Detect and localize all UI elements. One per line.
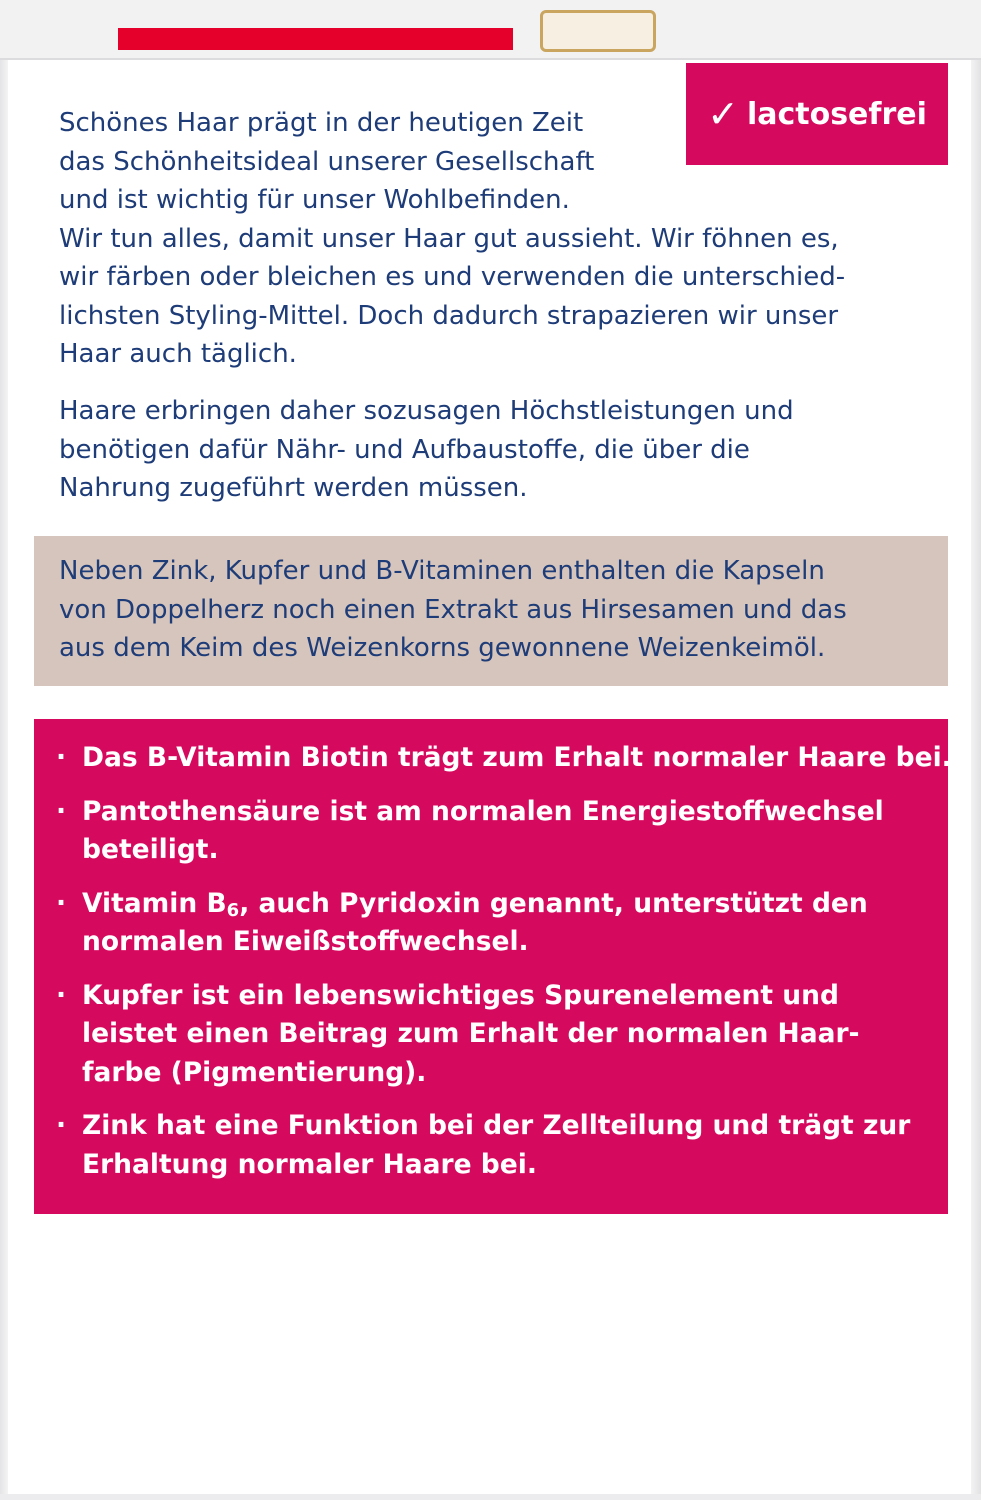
subscript-six: 6 [226,899,240,921]
needs-paragraph [59,392,794,508]
ingredients-line: Neben Zink, Kupfer und B-Vitaminen enthalten die Kapseln [59,556,825,586]
claim-zinc [34,1107,948,1184]
bullet-dot: · [56,887,67,919]
checkmark-icon: ✓ [707,92,739,136]
lactose-free-label: lactosefrei [746,96,927,132]
ingredients-line: aus dem Keim des Weizenkorns gewonnene Weizenkeimöl. [59,633,826,663]
bullet-dot: · [56,742,67,773]
intro-line: und ist wichtig für unser Wohlbefinden. [59,185,570,215]
claim-line: Kupfer ist ein lebenswichtiges Spurenelement und [82,979,839,1011]
claim-vitamin-b6 [34,885,948,962]
claim-line: farbe (Pigmentierung). [82,1056,427,1088]
claim-text-part: Vitamin B [82,887,227,919]
intro-line: Schönes Haar prägt in der heutigen Zeit [59,108,584,138]
needs-line: benötigen dafür Nähr- und Aufbaustoffe, die über die [59,434,750,465]
bullet-dot: · [56,1110,67,1141]
intro-paragraph [59,104,845,374]
claim-line [82,885,948,924]
package-left-edge [0,0,8,1500]
intro-line: Wir tun alles, damit unser Haar gut aussieht. Wir föhnen es, [59,223,839,254]
needs-line: Nahrung zugeführt werden müssen. [59,473,528,503]
ingredients-paragraph [59,552,948,668]
bullet-dot: · [56,979,67,1011]
top-flap-mirrored-print [0,0,981,60]
package-bottom-edge [0,1494,981,1500]
claim-biotin [34,739,952,778]
claim-line: Das B-Vitamin Biotin trägt zum Erhalt normaler Haare bei. [82,742,952,773]
intro-line: wir färben oder bleichen es und verwenden die unterschied- [59,262,846,292]
ingredients-line: von Doppelherz noch einen Extrakt aus Hirsesamen und das [59,594,847,625]
claim-line: leistet einen Beitrag zum Erhalt der normalen Haar- [82,1018,860,1049]
claim-line: Zink hat eine Funktion bei der Zellteilung und trägt zur [82,1110,911,1141]
claim-text-part: , auch Pyridoxin genannt, unterstützt den [239,887,868,919]
intro-line: das Schönheitsideal unserer Gesellschaft [59,146,595,177]
intro-line: lichsten Styling-Mittel. Doch dadurch strapazieren wir unser [59,300,839,331]
package-right-edge [971,0,981,1500]
claim-line: Erhaltung normaler Haare bei. [82,1148,537,1180]
health-claims-box [34,719,952,1214]
claim-line: Pantothensäure ist am normalen Energiestoffwechsel [82,795,884,827]
bullet-dot: · [56,795,67,827]
flap-logo-emblem [540,10,656,52]
claim-line: beteiligt. [82,834,219,865]
ingredients-box [34,536,948,686]
flap-artwork [0,0,981,58]
flap-red-stripe [118,28,513,50]
claim-copper [34,977,948,1093]
claim-pantothenic-acid [34,793,948,870]
intro-line: Haar auch täglich. [59,339,297,369]
claim-line: normalen Eiweißstoffwechsel. [82,926,529,957]
needs-line: Haare erbringen daher sozusagen Höchstleistungen und [59,396,794,426]
